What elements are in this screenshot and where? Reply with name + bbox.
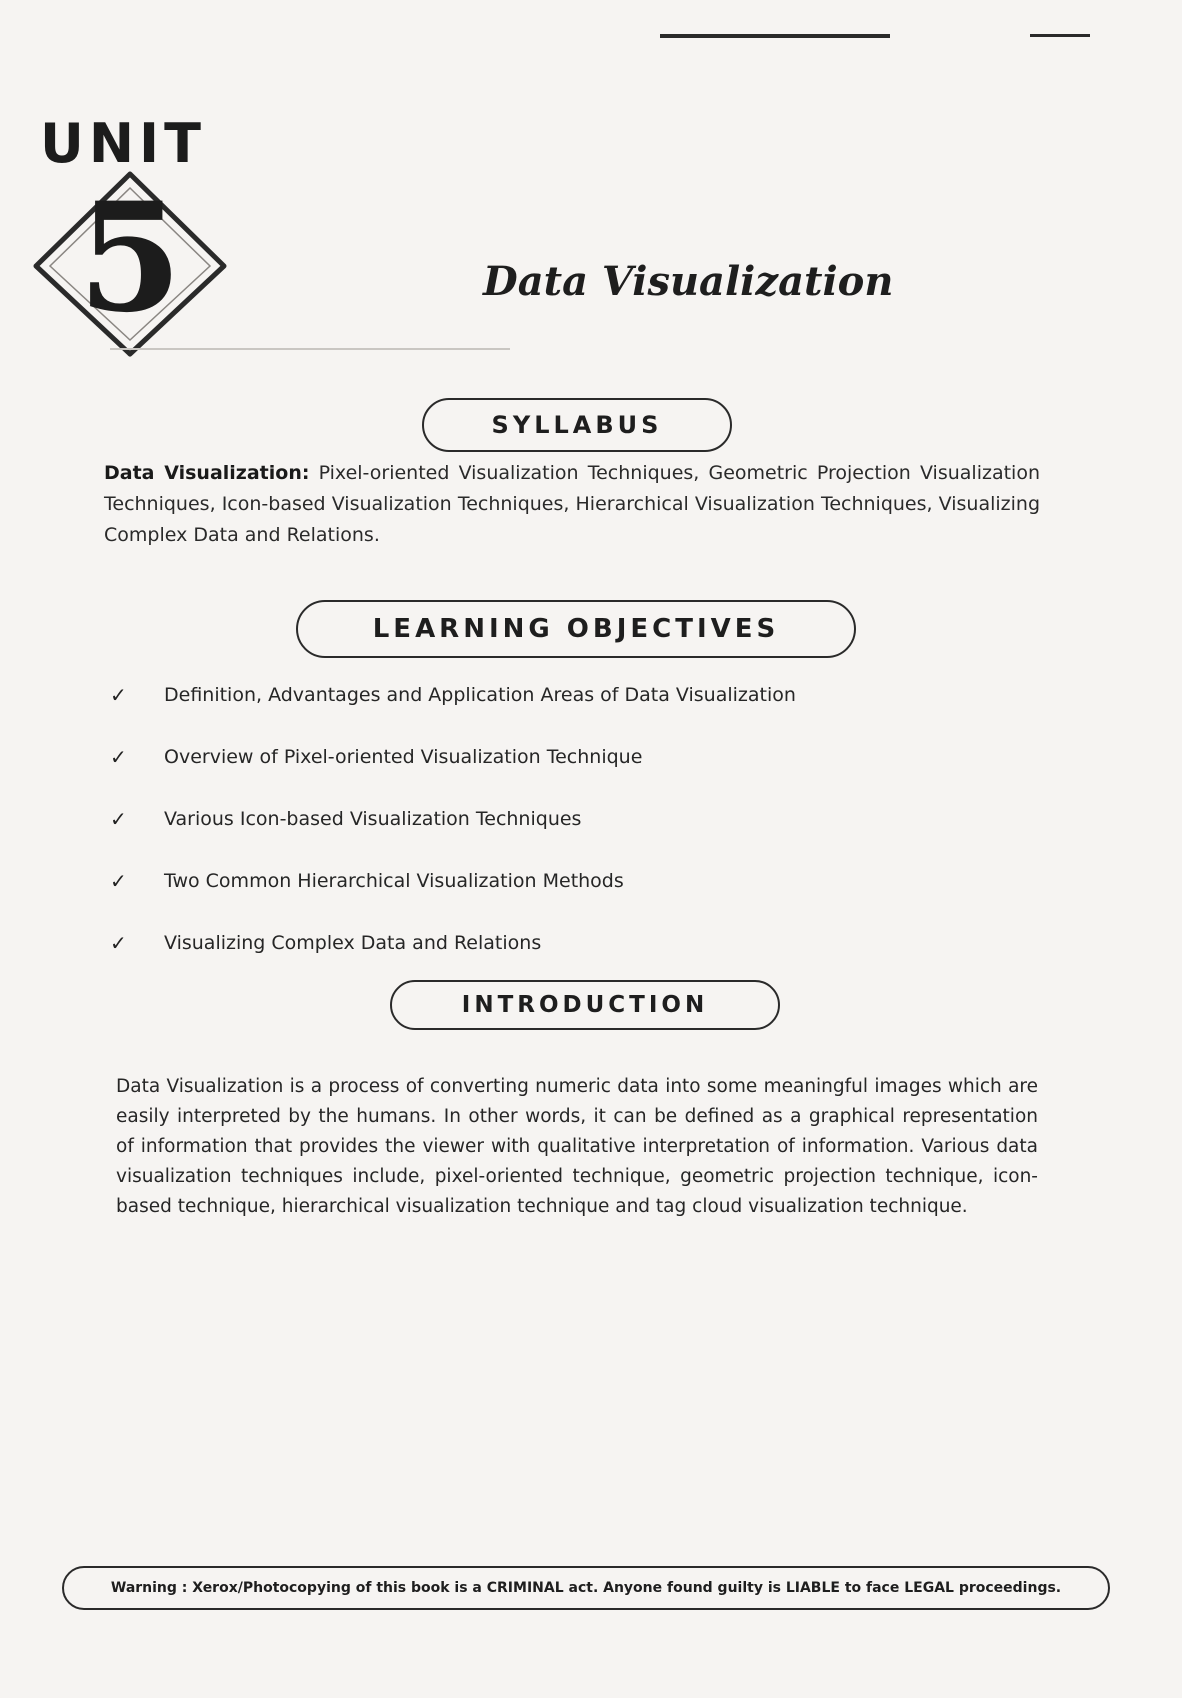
check-icon: ✓ (110, 807, 127, 831)
introduction-heading: INTRODUCTION (390, 980, 780, 1030)
check-icon: ✓ (110, 745, 127, 769)
unit-label: UNIT (40, 112, 206, 175)
chapter-title: Data Visualization (483, 258, 894, 305)
objective-text: Various Icon-based Visualization Techniques (164, 808, 582, 830)
list-item (110, 726, 1010, 788)
divider (110, 348, 510, 350)
list-item (110, 912, 1010, 974)
warning-banner: Warning : Xerox/Photocopying of this book is a CRIMINAL act. Anyone found guilty is LIABLE to face LEGAL proceedings. (62, 1566, 1110, 1610)
check-icon: ✓ (110, 869, 127, 893)
unit-number: 5 (77, 170, 183, 346)
list-item (110, 788, 1010, 850)
list-item (110, 850, 1010, 912)
objectives-list (110, 664, 1010, 974)
top-rule (660, 34, 890, 38)
top-rule (1030, 34, 1090, 37)
learning-objectives-heading: LEARNING OBJECTIVES (296, 600, 856, 658)
check-icon: ✓ (110, 931, 127, 955)
objective-text: Two Common Hierarchical Visualization Methods (164, 870, 624, 892)
objective-text: Overview of Pixel-oriented Visualization Technique (164, 746, 643, 768)
syllabus-body (104, 458, 1040, 551)
syllabus-heading: SYLLABUS (422, 398, 732, 452)
objective-text: Visualizing Complex Data and Relations (164, 932, 542, 954)
syllabus-topics: Pixel-oriented Visualization Techniques, Geometric Projection Visualization Techniques, Icon-based Visualization Techniques, Hierarchical Visualization Techniques, Visualizing Complex Data and Relations. (104, 462, 1040, 546)
page-margin (1182, 0, 1200, 1698)
syllabus-topic: Data Visualization: (104, 462, 310, 484)
objective-text: Definition, Advantages and Application Areas of Data Visualization (164, 684, 796, 706)
check-icon: ✓ (110, 683, 127, 707)
introduction-body: Data Visualization is a process of converting numeric data into some meaningful images which are easily interpreted by the humans. In other words, it can be defined as a graphical representation of information that provides the viewer with qualitative interpretation of information. Various data visualization techniques include, pixel-oriented technique, geometric projection technique, icon-based technique, hierarchical visualization technique and tag cloud visualization technique. (116, 1076, 1038, 1217)
list-item (110, 664, 1010, 726)
